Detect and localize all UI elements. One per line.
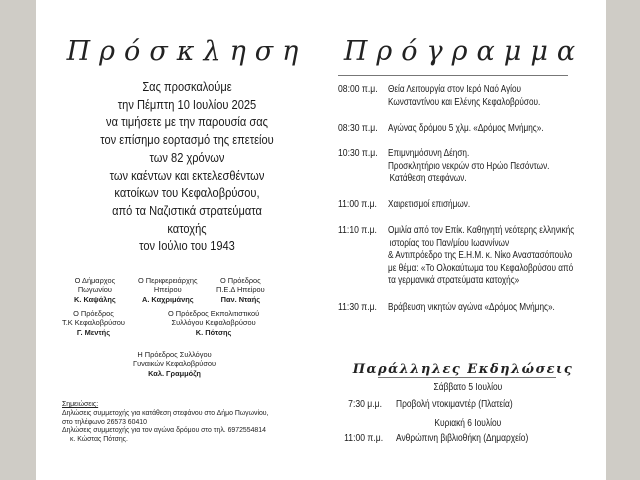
parallel-events-divider bbox=[378, 377, 556, 378]
notes-line: Δηλώσεις συμμετοχής για κατάθεση στεφάνου στο Δήμο Πωγωνίου, bbox=[62, 409, 269, 417]
program-title: Πρόγραμμα bbox=[343, 36, 585, 67]
event-time: 08:30 π.μ. bbox=[338, 123, 378, 134]
invitation-page bbox=[36, 0, 606, 480]
parallel-day-date: Σάββατο 5 Ιουλίου bbox=[433, 382, 503, 393]
program-column bbox=[338, 0, 606, 480]
signatory-community-president: Ο Πρόεδρος Τ.Κ Κεφαλοβρύσου Γ. Μεντής bbox=[62, 309, 125, 337]
event-description: Χαιρετισμοί επισήμων. bbox=[388, 199, 471, 210]
event-description: Ομιλία από τον Επίκ. Καθηγητή νεότερης ελληνικής ιστορίας του Παν/μίου Ιωαννίνων & Αντιπρόεδρο της Ε.Η.Μ. κ. Νίκο Αναστασόπουλο με θέμα: «Το Ολοκαύτωμα του Κεφαλοβρύσου από τα γερμανικά στρατεύματα κατοχής» bbox=[388, 225, 575, 287]
notes-heading: Σημειώσεις: bbox=[62, 401, 99, 408]
signatory-mayor: Ο Δήμαρχος Πωγωνίου Κ. Καψάλης bbox=[74, 276, 116, 304]
parallel-events-title: Παράλληλες Εκδηλώσεις bbox=[352, 362, 574, 377]
event-description: Θεία Λειτουργία στον Ιερό Ναό Αγίου Κωνσταντίνου και Ελένης Κεφαλοβρύσου. bbox=[388, 84, 541, 108]
notes-line: Δηλώσεις συμμετοχής για τον αγώνα δρόμου στο τηλ. 6972554814 bbox=[62, 427, 266, 435]
left-margin-band bbox=[0, 0, 36, 480]
invitation-line: τον Ιούλιο του 1943 bbox=[139, 238, 235, 254]
program-divider bbox=[338, 75, 568, 76]
signatory-regional-governor: Ο Περιφερειάρχης Ηπείρου Α. Καχριμάνης bbox=[138, 276, 198, 304]
event-time: 10:30 π.μ. bbox=[338, 148, 378, 159]
event-time: 11:10 π.μ. bbox=[338, 225, 377, 236]
invitation-text bbox=[36, 78, 338, 255]
notes-line: κ. Κώστας Πότσης. bbox=[70, 436, 128, 444]
invitation-line: να τιμήσετε με την παρουσία σας bbox=[106, 114, 268, 130]
invitation-title: Πρόσκληση bbox=[66, 36, 308, 67]
event-time: 11:30 π.μ. bbox=[338, 302, 377, 313]
event-time: 7:30 μ.μ. bbox=[348, 399, 382, 410]
event-description: Ανθρώπινη βιβλιοθήκη (Δημαρχείο) bbox=[396, 433, 529, 444]
event-description: Αγώνας δρόμου 5 χλμ. «Δρόμος Μνήμης». bbox=[388, 123, 544, 134]
event-description: Βράβευση νικητών αγώνα «Δρόμος Μνήμης». bbox=[388, 302, 555, 313]
invitation-line: από τα Ναζιστικά στρατεύματα bbox=[112, 202, 262, 218]
signatory-ped-president: Ο Πρόεδρος Π.Ε.Δ Ηπείρου Παν. Νταής bbox=[216, 276, 265, 304]
event-time: 11:00 π.μ. bbox=[338, 199, 377, 210]
event-description: Επιμνημόσυνη Δέηση. Προσκλητήριο νεκρών στο Ηρώο Πεσόντων. Κατάθεση στεφάνων. bbox=[388, 148, 550, 185]
invitation-line: των 82 χρόνων bbox=[149, 149, 225, 165]
event-time: 11:00 π.μ. bbox=[344, 433, 384, 444]
event-description: Προβολή ντοκιμαντέρ (Πλατεία) bbox=[396, 399, 513, 410]
invitation-column bbox=[36, 0, 338, 480]
notes bbox=[62, 401, 322, 445]
parallel-day-date: Κυριακή 6 Ιουλίου bbox=[434, 418, 502, 429]
invitation-line: την Πέμπτη 10 Ιουλίου 2025 bbox=[117, 96, 257, 112]
invitation-line: τον επίσημο εορτασμό της επετείου bbox=[100, 132, 274, 148]
event-time: 08:00 π.μ. bbox=[338, 84, 378, 95]
signatory-cultural-association: Ο Πρόεδρος Εκπολιτιστικού Συλλόγου Κεφαλοβρύσου Κ. Πότσης bbox=[168, 309, 260, 337]
invitation-line: κατοχής bbox=[167, 220, 207, 236]
invitation-line: Σας προσκαλούμε bbox=[142, 79, 232, 94]
invitation-line: κατοίκων του Κεφαλοβρύσου, bbox=[114, 185, 260, 201]
signatory-womens-association: Η Πρόεδρος Συλλόγου Γυναικών Κεφαλοβρύσου Καλ. Γραμμόζη bbox=[133, 350, 217, 378]
invitation-line: των καέντων και εκτελεσθέντων bbox=[109, 167, 265, 183]
notes-line: στο τηλέφωνο 26573 60410 bbox=[62, 418, 147, 426]
